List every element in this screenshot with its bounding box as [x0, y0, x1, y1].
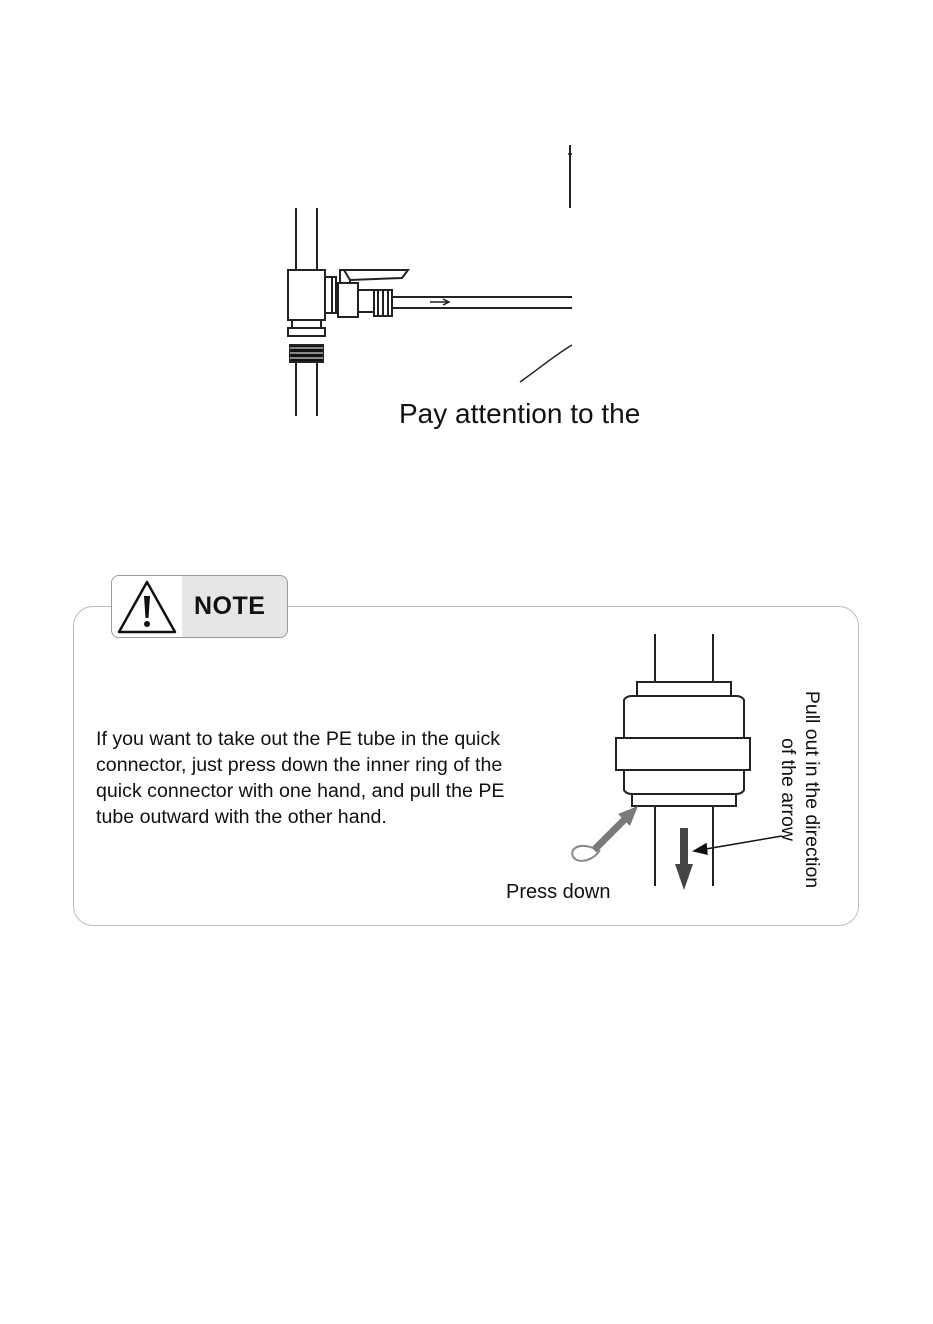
- note-label: NOTE: [194, 592, 266, 620]
- warning-triangle-icon: [116, 579, 178, 635]
- note-badge: [111, 575, 288, 638]
- figure-caption: Pay attention to the: [399, 398, 641, 429]
- pull-out-label-rotated: [772, 672, 824, 907]
- pull-out-label: [772, 672, 824, 907]
- press-down-label: Press down: [506, 881, 611, 903]
- valve-tee-illustration: [280, 140, 580, 425]
- pull-out-label-line1: Pull out in the direction: [801, 690, 823, 889]
- note-body-text: If you want to take out the PE tube in the quick connector, just press down the inner ring of the quick connector with one hand, and pull the PE tube outward with the other hand.: [96, 728, 505, 828]
- pull-out-label-line2: of the arrow: [777, 738, 799, 841]
